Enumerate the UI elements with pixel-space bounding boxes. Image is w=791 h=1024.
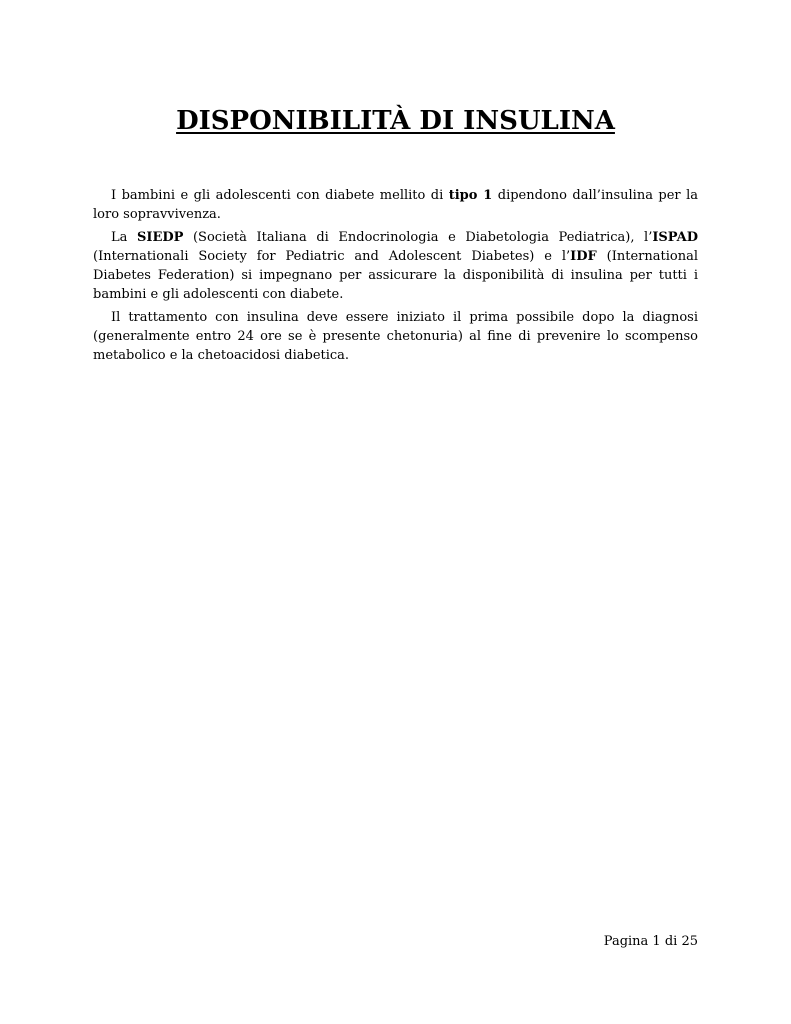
paragraph-run: (International Diabetes Federation) si impegnano per assicurare la disponibilità di insulina per tutti i bambini e gli adolescenti con diabete.	[93, 249, 698, 302]
bold-term-idf: IDF	[570, 249, 597, 264]
bold-term-ispad: ISPAD	[652, 230, 698, 245]
bold-term-siedp: SIEDP	[136, 230, 184, 245]
paragraph-1	[93, 186, 698, 224]
paragraph-run: La	[111, 230, 137, 245]
document-title: DISPONIBILITÀ DI INSULINA	[176, 106, 615, 136]
page-number-footer: Pagina 1 di 25	[603, 934, 698, 949]
paragraph-run: dipendono dall’insulina per la loro sopravvivenza.	[93, 188, 698, 222]
document-body	[93, 186, 698, 369]
bold-term-tipo-1: tipo 1	[448, 188, 493, 203]
paragraph-3	[93, 308, 698, 365]
paragraph-run: Il trattamento con insulina deve essere iniziato il prima possibile dopo la diagnosi (generalmente entro 24 ore se è presente chetonuria) al fine di prevenire lo scompenso metabolico e la chetoacidosi diabetica.	[93, 310, 698, 363]
paragraph-2	[93, 228, 698, 304]
paragraph-run: I bambini e gli adolescenti con diabete mellito di	[111, 188, 449, 203]
paragraph-run: (Società Italiana di Endocrinologia e Diabetologia Pediatrica), l’	[183, 230, 653, 245]
paragraph-run: (Internationali Society for Pediatric and Adolescent Diabetes) e l’	[93, 249, 571, 264]
